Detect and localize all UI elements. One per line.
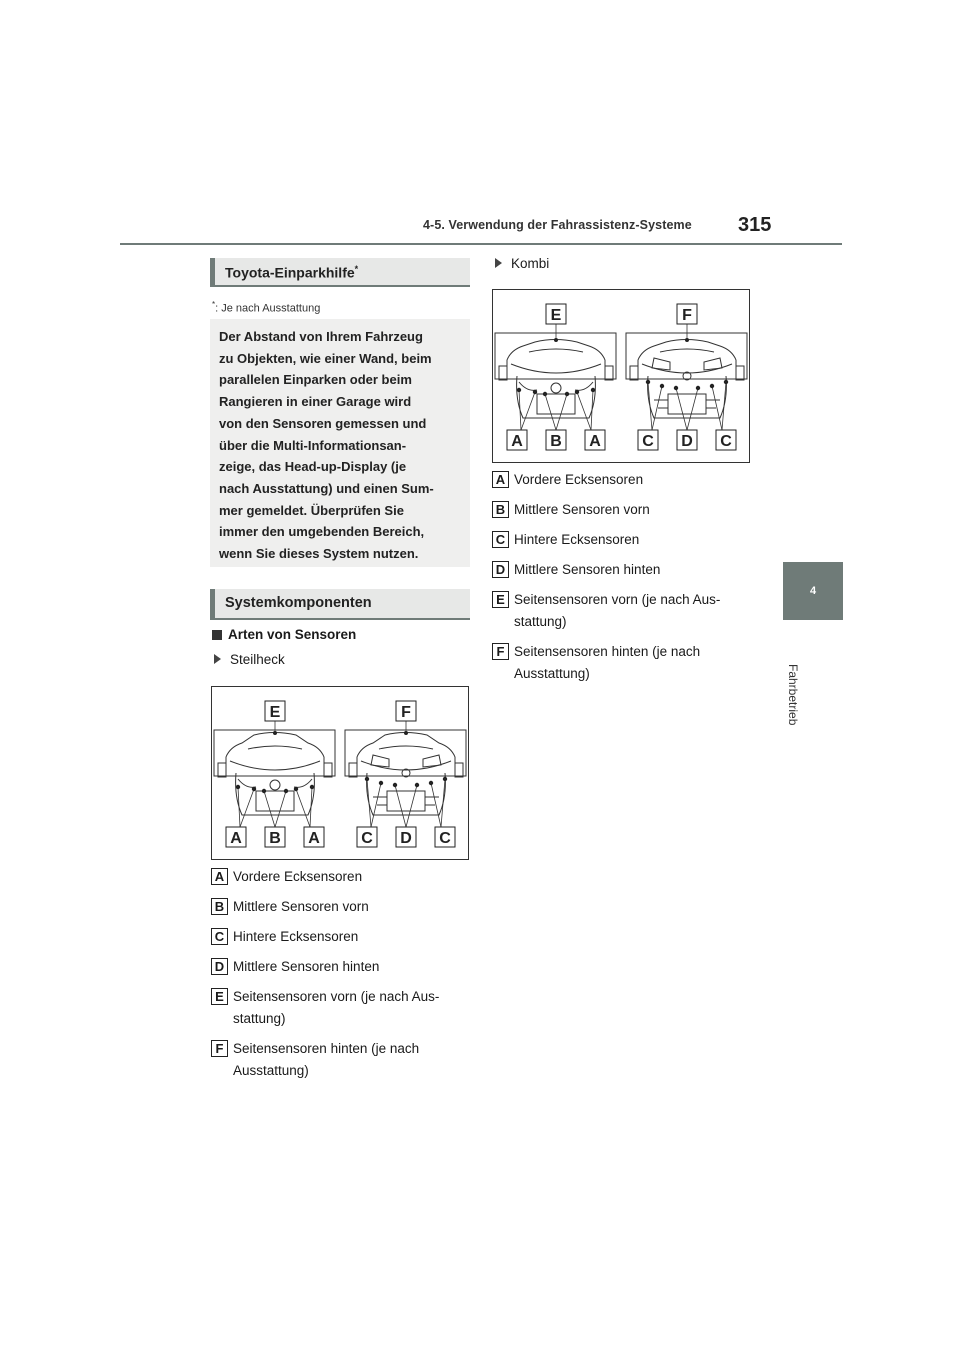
variant-name: Kombi [511, 256, 550, 271]
chapter-label: Fahrbetrieb [786, 664, 800, 726]
mirror-right [605, 366, 613, 380]
sensor-diagram-svg [212, 687, 468, 859]
sensor-dot [310, 785, 314, 789]
legend-text [514, 529, 752, 551]
page-number: 315 [738, 214, 772, 236]
legend-text-line: Mittlere Sensoren vorn [233, 899, 369, 914]
sensor-label: E [269, 704, 281, 721]
legend-text [233, 866, 471, 888]
variant-name: Steilheck [230, 652, 285, 667]
legend-key-badge: B [211, 898, 228, 915]
sensor-leader-line [577, 392, 591, 430]
sensor-dot [252, 787, 256, 791]
legend-key-badge: A [211, 868, 228, 885]
legend-key-badge: F [211, 1040, 228, 1057]
sensor-leader-line [310, 787, 312, 827]
legend-text-line: Seitensensoren vorn (je nach Aus- [233, 989, 440, 1004]
legend-text [514, 469, 752, 491]
emblem [551, 383, 561, 393]
legend-text-line: Mittlere Sensoren hinten [233, 959, 380, 974]
sensor-dot [575, 390, 579, 394]
sensor-dot [533, 390, 537, 394]
sensor-diagram-hatchback [211, 686, 469, 860]
car-body-outline [226, 733, 324, 776]
sensor-dot [294, 787, 298, 791]
legend-key-badge: D [492, 561, 509, 578]
legend-text [233, 896, 471, 918]
sensor-label: E [550, 307, 562, 324]
car-rear-view [626, 322, 747, 430]
sensor-types-heading-text: Arten von Sensoren [228, 627, 357, 642]
legend-text [233, 956, 471, 978]
legend-text [514, 499, 752, 521]
sensor-label: A [230, 830, 242, 847]
windshield-line [248, 746, 302, 749]
legend-key-badge: B [492, 501, 509, 518]
windshield-line [660, 349, 714, 352]
legend-text-line: Seitensensoren hinten (je nach [233, 1041, 420, 1056]
sensor-dot [696, 386, 700, 390]
sensor-dot [517, 388, 521, 392]
legend-key-badge: E [211, 988, 228, 1005]
footnote [212, 300, 320, 315]
info-line: Der Abstand von Ihrem Fahrzeug [219, 329, 423, 344]
info-line: nach Ausstattung) und einen Sum- [219, 480, 434, 496]
sensor-leader-line [238, 787, 240, 827]
sensor-dot [429, 781, 433, 785]
sensor-types-heading [212, 627, 356, 642]
sensor-leader-line [240, 789, 254, 827]
info-line: mer gemeldet. Überprüfen Sie [219, 502, 404, 518]
sensor-dot [674, 386, 678, 390]
triangle-bullet-icon [495, 258, 502, 268]
legend-text [514, 589, 752, 633]
info-line: über die Multi-Informationsan- [219, 437, 407, 453]
license-plate [668, 394, 706, 414]
windshield-line [529, 349, 583, 352]
sensor-label: D [681, 433, 693, 450]
info-line: von den Sensoren gemessen und [219, 415, 427, 431]
emblem [270, 780, 280, 790]
legend-text [514, 641, 752, 685]
info-line: immer den umgebenden Bereich, [219, 524, 425, 540]
legend-text-line: Seitensensoren hinten (je nach [514, 644, 701, 659]
sensor-dot [365, 777, 369, 781]
sensor-label: F [401, 704, 411, 721]
section-title-parking-aid [210, 258, 470, 287]
headlight-left [238, 779, 256, 787]
sensor-diagram-wagon [492, 289, 750, 463]
license-plate [537, 394, 575, 414]
sensor-diagram-svg [493, 290, 749, 462]
section-title-components: Systemkomponenten [210, 589, 470, 620]
taillight-right [704, 358, 722, 370]
sensor-dot [415, 783, 419, 787]
sensor-leader-line [367, 779, 371, 827]
legend-key-badge: F [492, 643, 509, 660]
mirror-right [736, 366, 744, 380]
sensor-label: A [308, 830, 320, 847]
legend-key-badge: E [492, 591, 509, 608]
view-frame [214, 730, 335, 776]
sensor-leader-line [296, 789, 310, 827]
legend-key-badge: A [492, 471, 509, 488]
sensor-dot [284, 789, 288, 793]
legend-text-line: Mittlere Sensoren vorn [514, 502, 650, 517]
sensor-dot [565, 392, 569, 396]
sensor-label: D [400, 830, 412, 847]
sensor-leader-line [591, 390, 593, 430]
mirror-right [455, 763, 463, 777]
header-divider [120, 243, 842, 245]
sensor-label: A [589, 433, 601, 450]
triangle-bullet-icon [214, 654, 221, 664]
legend-text [233, 1038, 471, 1082]
license-plate [387, 791, 425, 811]
mirror-left [218, 763, 226, 777]
sensor-dot [685, 338, 689, 342]
chapter-number: 4 [809, 585, 817, 597]
mirror-right [324, 763, 332, 777]
sensor-label: B [269, 830, 281, 847]
square-bullet-icon [212, 630, 222, 640]
legend-key-badge: D [211, 958, 228, 975]
legend-text-line: Ausstattung) [514, 666, 590, 681]
info-line: zeige, das Head-up-Display (je [219, 459, 407, 475]
mirror-left [499, 366, 507, 380]
license-plate [256, 791, 294, 811]
sensor-dot [724, 380, 728, 384]
info-line: Rangieren in einer Garage wird [219, 394, 412, 410]
sensor-dot [273, 731, 277, 735]
taillight-right [423, 755, 441, 767]
headlight-right [294, 779, 312, 787]
sensor-label: C [439, 830, 451, 847]
sensor-dot [262, 789, 266, 793]
sensor-label: B [550, 433, 562, 450]
sensor-dot [591, 388, 595, 392]
sensor-leader-line [441, 779, 445, 827]
sensor-dot [543, 392, 547, 396]
legend-text-line: Ausstattung) [233, 1063, 309, 1078]
car-front-view [214, 719, 335, 827]
headlight-left [519, 382, 537, 390]
sensor-label: A [511, 433, 523, 450]
sensor-dot [660, 384, 664, 388]
legend-text-line: Hintere Ecksensoren [233, 929, 359, 944]
footnote-text: : Je nach Ausstattung [215, 302, 321, 315]
legend-text-line: Vordere Ecksensoren [514, 472, 644, 487]
legend-text [233, 986, 471, 1030]
mirror-left [349, 763, 357, 777]
section-title-text: Toyota-Einparkhilfe [225, 264, 355, 281]
sensor-dot [236, 785, 240, 789]
mirror-left [630, 366, 638, 380]
taillight-left [652, 358, 670, 370]
taillight-left [371, 755, 389, 767]
sensor-leader-line [521, 392, 535, 430]
info-line: zu Objekten, wie einer Wand, beim [219, 350, 432, 366]
variant-wagon-label [495, 256, 549, 271]
legend-key-badge: C [492, 531, 509, 548]
sensor-label: C [361, 830, 373, 847]
hood-line [230, 761, 320, 770]
car-body-outline [507, 340, 605, 379]
legend-text [514, 559, 752, 581]
sensor-leader-line [722, 382, 726, 430]
sensor-dot [379, 781, 383, 785]
legend-text [233, 926, 471, 948]
sensor-label: C [642, 433, 654, 450]
sensor-leader-line [519, 390, 521, 430]
sensor-dot [404, 731, 408, 735]
sensor-dot [710, 384, 714, 388]
legend-text-line: stattung) [514, 614, 567, 629]
car-rear-view [345, 719, 466, 827]
sensor-label: C [720, 433, 732, 450]
windshield-line [379, 746, 433, 749]
hood-line [511, 364, 601, 373]
legend-text-line: Seitensensoren vorn (je nach Aus- [514, 592, 721, 607]
variant-hatchback-label [214, 652, 285, 667]
chapter-tab[interactable] [783, 562, 843, 620]
legend-key-badge: C [211, 928, 228, 945]
legend-text-line: Hintere Ecksensoren [514, 532, 640, 547]
asterisk-marker: * [354, 264, 359, 274]
section-header: 4-5. Verwendung der Fahrassistenz-Systeme [423, 218, 692, 232]
info-line: wenn Sie dieses System nutzen. [219, 546, 419, 562]
info-box [210, 319, 470, 567]
sensor-dot [393, 783, 397, 787]
car-front-view [495, 322, 616, 430]
legend-text-line: stattung) [233, 1011, 286, 1026]
sensor-label: F [682, 307, 692, 324]
footnote-marker: * [212, 300, 216, 309]
legend-text-line: Vordere Ecksensoren [233, 869, 363, 884]
sensor-dot [554, 338, 558, 342]
info-line: parallelen Einparken oder beim [219, 372, 412, 388]
sensor-dot [646, 380, 650, 384]
legend-text-line: Mittlere Sensoren hinten [514, 562, 661, 577]
sensor-dot [443, 777, 447, 781]
headlight-right [575, 382, 593, 390]
sensor-leader-line [648, 382, 652, 430]
